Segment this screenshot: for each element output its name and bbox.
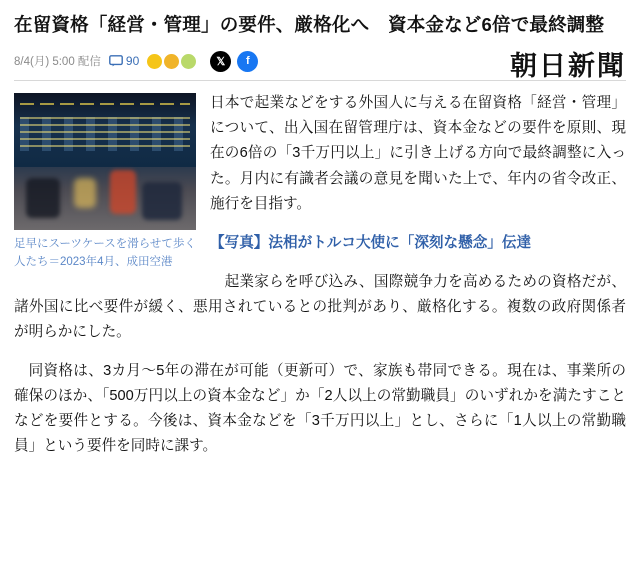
x-share-icon[interactable]: 𝕏	[210, 51, 231, 72]
reaction-icon-group[interactable]	[147, 54, 196, 69]
publish-timestamp: 8/4(月) 5:00 配信	[14, 56, 101, 69]
comment-count-button[interactable]	[109, 54, 139, 68]
airport-departure-board-photo	[14, 93, 196, 230]
reaction-face-icon[interactable]	[164, 54, 179, 69]
traveler-silhouette	[26, 178, 60, 218]
article-paragraph: 同資格は、3カ月～5年の滞在が可能（更新可）で、家族も帯同できる。現在は、事業所の確保のほか、「500万円以上の資本金など」か「2人以上の常勤職員」のいずれかを満たすことなどを要件とする。今後は、資本金などを「3千万円以上」とし、さらに「1人以上の常勤職員」という要件を同時に課す。	[14, 363, 626, 455]
traveler-silhouette	[110, 170, 136, 214]
departure-board-graphic	[14, 93, 196, 167]
comment-count-label: 90	[125, 54, 140, 69]
comment-icon	[109, 55, 123, 67]
facebook-share-icon[interactable]: f	[237, 51, 258, 72]
reaction-face-icon[interactable]	[181, 54, 196, 69]
share-button-group[interactable]	[210, 51, 258, 72]
article-paragraph: 起業家らを呼び込み、国際競争力を高めるための資格だが、諸外国に比べ要件が緩く、悪用されているとの批判があり、厳格化する。複数の政府関係者が明らかにした。	[14, 273, 626, 341]
traveler-silhouette	[74, 178, 96, 208]
article-paragraph: 日本で起業などをする外国人に与える在留資格「経営・管理」について、出入国在留管理庁は、資本金などの要件を原則、現在の6倍の「3千万円以上」に引き上げる方向で最終調整に入った。月内に有識者会議の意見を聞いた上で、年内の省令改正、施行を目指す。	[210, 95, 626, 212]
publisher-logo: 朝日新聞	[510, 51, 626, 82]
article-figure	[14, 93, 196, 272]
reaction-face-icon[interactable]	[147, 54, 162, 69]
article-meta-row	[14, 48, 626, 82]
related-photo-link[interactable]: 【写真】法相がトルコ大使に「深刻な懸念」伝達	[210, 234, 532, 251]
page-title: 在留資格「経営・管理」の要件、厳格化へ 資本金など6倍で最終調整	[14, 14, 605, 35]
article-body	[14, 91, 626, 473]
traveler-silhouette	[142, 182, 182, 220]
photo-caption: 足早にスーツケースを滑らせて歩く人たち＝2023年4月、成田空港	[14, 238, 196, 269]
